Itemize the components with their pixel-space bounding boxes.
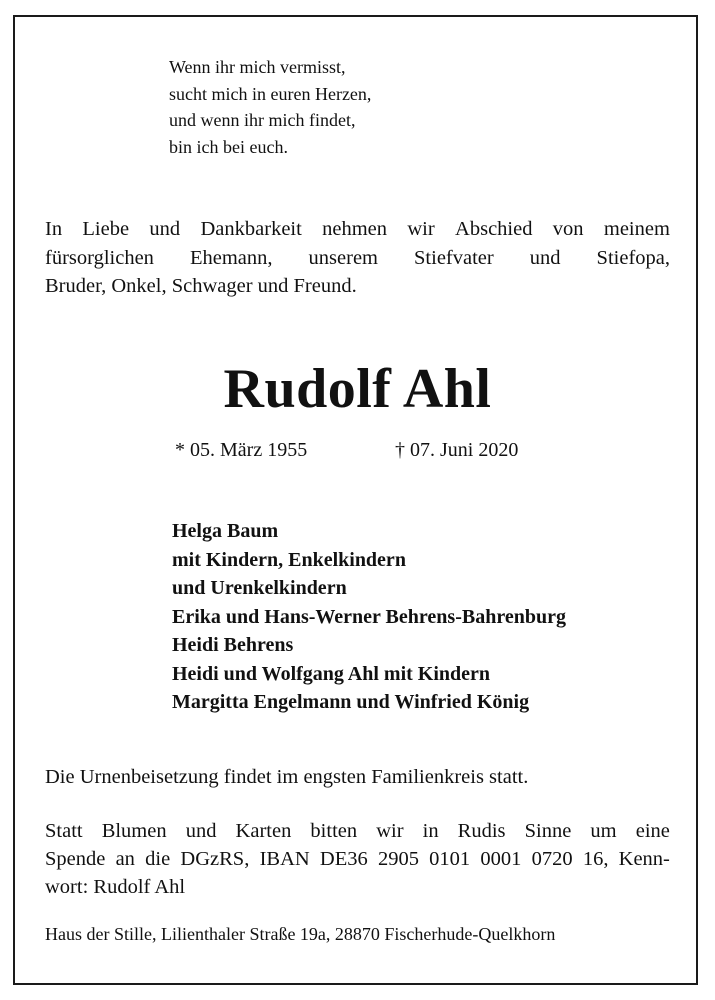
mourner-line: Heidi Behrens xyxy=(172,634,294,656)
funeral-home-address: Haus der Stille, Lilienthaler Straße 19a, 28870 Fischerhude-Quelkhorn xyxy=(45,924,556,944)
word: die xyxy=(145,848,171,870)
mourner-line: Margitta Engelmann und Winfried König xyxy=(172,691,530,713)
word: fürsorglichen xyxy=(45,246,154,269)
intro-line xyxy=(45,244,670,273)
obituary-notice xyxy=(13,15,698,985)
word: in xyxy=(422,820,439,842)
word: Liebe xyxy=(82,218,130,240)
mourner-line: Heidi und Wolfgang Ahl mit Kindern xyxy=(172,662,491,685)
word: unserem xyxy=(308,246,378,269)
word: 16, xyxy=(582,848,609,870)
word: bitten xyxy=(310,820,358,842)
intro-text xyxy=(45,215,670,301)
word: eine xyxy=(635,820,670,842)
word: In xyxy=(45,218,63,240)
mourner-line: Erika und Hans-Werner Behrens-Bahrenburg xyxy=(172,605,566,628)
word: an xyxy=(115,848,135,870)
word: Kenn- xyxy=(618,848,670,870)
word: Stiefopa, xyxy=(596,246,670,269)
poem-line: Wenn ihr mich vermisst, xyxy=(169,57,346,77)
word: Statt xyxy=(45,820,83,842)
intro-line xyxy=(45,215,670,244)
donation-note xyxy=(45,817,670,901)
intro-line: Bruder, Onkel, Schwager und Freund. xyxy=(45,275,357,297)
burial-note: Die Urnenbeisetzung findet im engsten Familienkreis statt. xyxy=(45,766,529,788)
word: Abschied xyxy=(455,218,533,240)
mourner-line: mit Kindern, Enkelkindern xyxy=(172,548,406,571)
word: 2905 xyxy=(377,848,419,870)
word: Dankbarkeit xyxy=(200,218,302,240)
word: Blumen xyxy=(101,820,167,842)
mourners-list xyxy=(172,517,566,717)
death-date: † 07. Juni 2020 xyxy=(395,439,519,461)
poem xyxy=(169,54,371,160)
word: wir xyxy=(407,218,435,240)
word: wir xyxy=(376,820,404,842)
word: Sinne xyxy=(524,820,572,842)
word: 0001 xyxy=(480,848,522,870)
word: DGzRS, xyxy=(180,848,250,870)
word: um xyxy=(590,820,617,842)
word: Karten xyxy=(235,820,292,842)
word: Ehemann, xyxy=(189,246,273,269)
word: Rudis xyxy=(457,820,506,842)
poem-line: bin ich bei euch. xyxy=(169,136,288,157)
poem-line: sucht mich in euren Herzen, xyxy=(169,83,372,104)
word: 0101 xyxy=(429,848,471,870)
word: Spende xyxy=(45,848,106,870)
word: und xyxy=(185,820,217,842)
donation-line xyxy=(45,817,670,845)
donation-line xyxy=(45,845,670,873)
word: 0720 xyxy=(531,848,573,870)
word: von xyxy=(552,218,584,240)
word: IBAN xyxy=(259,848,310,870)
word: und xyxy=(529,246,561,269)
word: Stiefvater xyxy=(414,246,494,269)
word: und xyxy=(149,218,181,240)
poem-line: und wenn ihr mich findet, xyxy=(169,110,356,130)
word: meinem xyxy=(603,218,670,240)
word: nehmen xyxy=(322,218,388,240)
donation-line: wort: Rudolf Ahl xyxy=(45,876,186,898)
mourner-line: und Urenkelkindern xyxy=(172,577,347,599)
word: DE36 xyxy=(319,848,368,870)
birth-date: * 05. März 1955 xyxy=(175,439,308,461)
deceased-name: Rudolf Ahl xyxy=(223,358,492,420)
mourner-line: Helga Baum xyxy=(172,520,279,542)
